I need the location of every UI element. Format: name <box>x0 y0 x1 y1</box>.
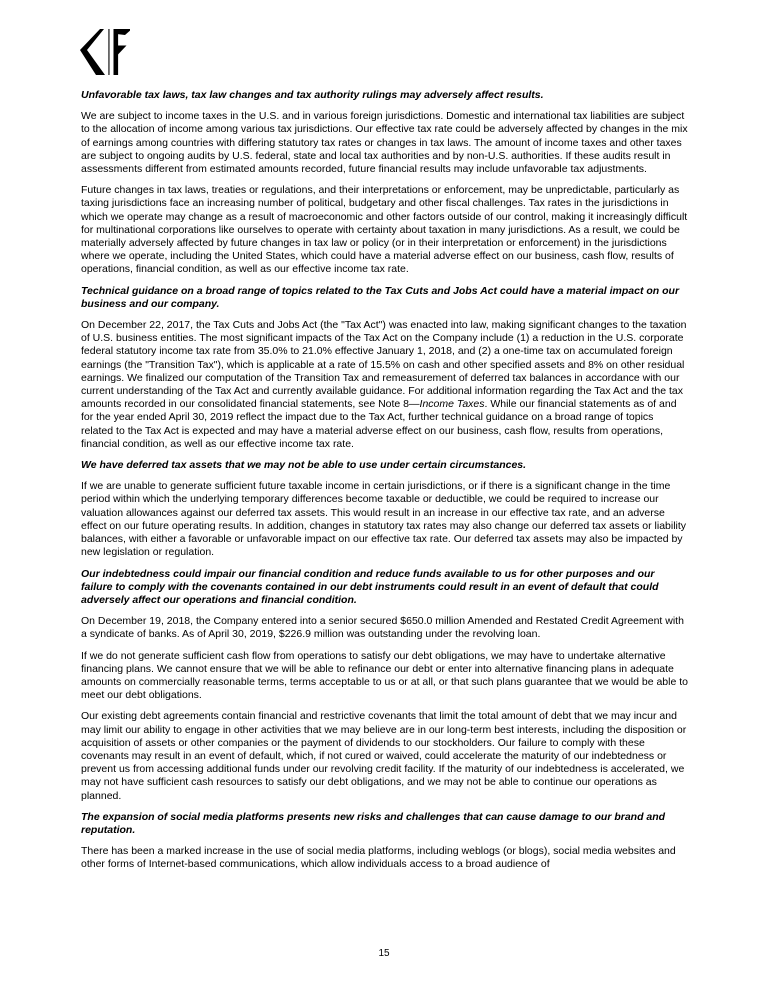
risk-heading-tax-act-guidance: Technical guidance on a broad range of topics related to the Tax Cuts and Jobs Act could have a material impact on our business and our company. <box>81 284 680 310</box>
paragraph-future-tax-law-changes: Future changes in tax laws, treaties or regulations, and their interpretations or enforcement, may be unpredictable, particularly as taxing jurisdictions face an increasing number of political, budgetary and other fiscal challenges. Tax rates in the jurisdictions in which we operate may change as a result of macroeconomic and other factors outside of our control, making it increasingly difficult for multinational corporations like ourselves to operate with certainty about taxation in many jurisdictions. As a result, we could be materially adversely affected by future changes in tax law or policy (or in their interpretation or enforcement) in the jurisdictions where we operate, including the United States, which could have a material adverse effect on our business, cash flow, results of operations, financial condition, as well as our effective income tax rate. <box>81 184 688 276</box>
income-taxes-note-reference: Income Taxes <box>419 398 485 411</box>
paragraph-debt-covenants: Our existing debt agreements contain financial and restrictive covenants that limit the total amount of debt that we may incur and may limit our ability to engage in other activities that we may believe are in our long-term best interests, including the disposition or acquisition of assets or other companies or the payment of dividends to our stockholders. Our failure to comply with these covenants may result in an event of default, which, if not cured or waived, could accelerate the maturity of our indebtedness or prevent us from accessing additional funds under our revolving credit facility. If the maturity of our indebtedness is accelerated, we may not have sufficient cash resources to satisfy our debt obligations, and we may not be able to continue our operations as planned. <box>81 710 687 802</box>
korn-ferry-logo <box>80 29 130 77</box>
paragraph-deferred-tax-assets: If we are unable to generate sufficient future taxable income in certain jurisdictions, or if there is a significant change in the time period within which the underlying temporary differences become taxable or deductible, we could be required to increase our valuation allowances against our deferred tax assets. This would result in an increase in our effective tax rate, and an adverse effect on our future operating results. In addition, changes in statutory tax rates may also change our deferred tax assets or liability balances, with either a favorable or unfavorable impact on our effective tax rate. Our deferred tax assets may also be impacted by new legislation or regulation. <box>81 480 687 559</box>
page-content <box>81 89 688 880</box>
page-number: 15 <box>378 948 390 959</box>
tax-act-text-pre: On December 22, 2017, the Tax Cuts and Jobs Act (the "Tax Act") was enacted into law, making significant changes to the taxation of U.S. business entities. The most significant impacts of the Tax Act on the Company include (1) a reduction in the U.S. corporate federal statutory income tax rate from 35.0% to 21.0% effective January 1, 2018, and (2) a one-time tax on accumulated foreign earnings (the "Transition Tax"), which is applicable at a rate of 15.5% on cash and other specified assets and 8% on other residual earnings. We finalized our computation of the Transition Tax and remeasurement of deferred tax balances in accordance with our current understanding of the Tax Act and currently available guidance. For additional information regarding the Tax Act and the tax amounts recorded in our consolidated financial statements, see Note 8— <box>81 319 687 411</box>
paragraph-credit-agreement: On December 19, 2018, the Company entered into a senior secured $650.0 million Amended and Restated Credit Agreement with a syndicate of banks. As of April 30, 2019, $226.9 million was outstanding under the revolving loan. <box>81 615 684 641</box>
risk-heading-social-media: The expansion of social media platforms presents new risks and challenges that can cause damage to our brand and reputation. <box>81 810 666 836</box>
risk-heading-unfavorable-tax-laws: Unfavorable tax laws, tax law changes and tax authority rulings may adversely affect results. <box>81 89 544 101</box>
paragraph-tax-cuts-jobs-act <box>81 319 688 451</box>
paragraph-cash-flow-obligations: If we do not generate sufficient cash flow from operations to satisfy our debt obligations, we may have to undertake alternative financing plans. We cannot ensure that we will be able to refinance our debt or enter into alternative financing plans in adequate amounts on commercially reasonable terms, terms acceptable to us or at all, or that such plans guarantee that we would be able to meet our debt obligations. <box>81 649 688 702</box>
risk-heading-deferred-tax-assets: We have deferred tax assets that we may not be able to use under certain circumstances. <box>81 459 527 472</box>
risk-heading-indebtedness: Our indebtedness could impair our financial condition and reduce funds available to us for other purposes and our failure to comply with the covenants contained in our debt instruments could result in an event of default that could adversely affect our operations and financial condition. <box>81 567 659 606</box>
kf-monogram-icon <box>80 29 130 77</box>
paragraph-social-media-platforms: There has been a marked increase in the use of social media platforms, including weblogs (or blogs), social media websites and other forms of Internet-based communications, which allow individuals access to a broad audience of <box>81 845 676 871</box>
tax-act-text-post: . While our financial statements as of and for the year ended April 30, 2019 reflect the impact due to the Tax Act, further technical guidance on a broad range of topics related to the Tax Act is expected and may have a material adverse effect on our business, cash flow, results from operations, financial condition, as well as our effective income tax rate. <box>81 398 677 450</box>
paragraph-income-taxes-jurisdictions: We are subject to income taxes in the U.S. and in various foreign jurisdictions. Domestic and international tax liabilities are subject to the allocation of income among various tax jurisdictions. Our effective tax rate could be adversely affected by changes in the mix of earnings among countries with differing statutory tax rates or changes in tax laws. The amount of income taxes and other taxes are subject to ongoing audits by U.S. federal, state and local tax authorities and by non-U.S. authorities. If these audits result in assessments different from estimated amounts recorded, future financial results may include unfavorable tax adjustments. <box>81 110 688 176</box>
